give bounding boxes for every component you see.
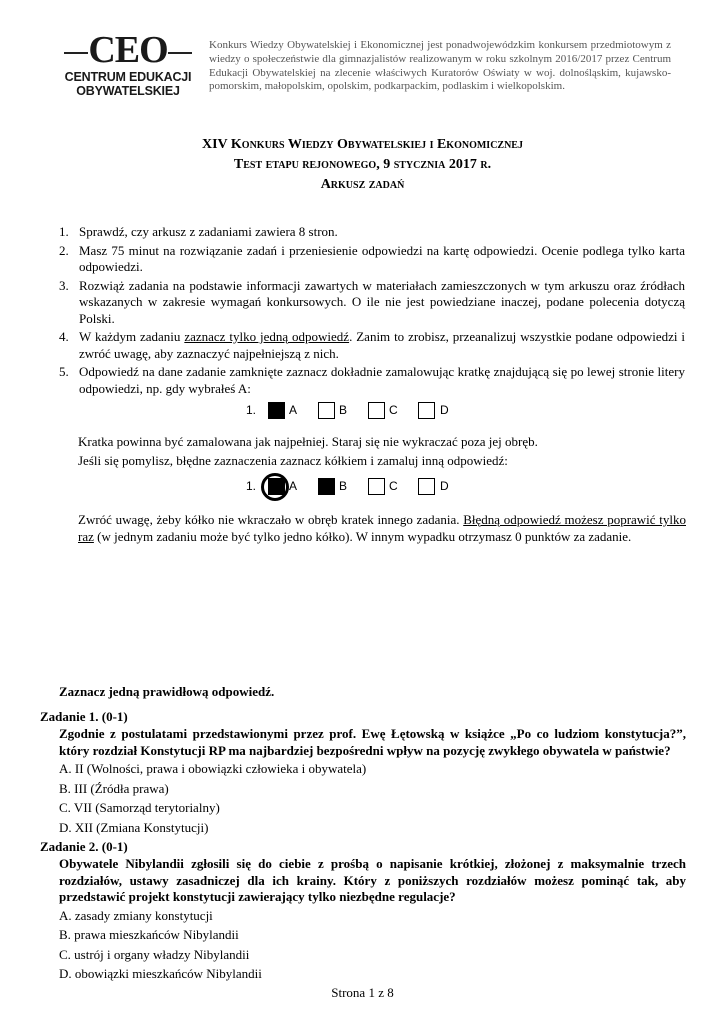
example-answer-row xyxy=(0,401,725,421)
logo-mark xyxy=(58,30,198,70)
answer-label-b: B xyxy=(339,479,348,493)
logo-mark-text: CEO xyxy=(88,29,168,71)
instruction-item xyxy=(59,278,685,328)
answer-box-c xyxy=(368,402,385,419)
note-text: Zwróć uwagę, żeby kółko nie wkraczało w obręb kratek innego zadania. xyxy=(78,512,464,527)
instruction-item xyxy=(59,243,685,276)
instruction-item xyxy=(59,329,685,362)
task-2-heading: Zadanie 2. (0-1) xyxy=(40,839,128,854)
instruction-number: 1. xyxy=(59,224,69,239)
header-note: Konkurs Wiedzy Obywatelskiej i Ekonomicznej jest ponadwojewódzkim konkursem przedmiotowym z wiedzy o społeczeństwie dla gimnazjalistów realizowanym w roku szkolnym 2016/2017 przez Centrum Edukacji Obywatelskiej na zlecenie właściwych Kuratorów Oświaty w woj. dolnośląskim, kujawsko-pomorskim, małopolskim, opolskim, podkarpackim, podlaskim i wielkopolskim. xyxy=(209,39,671,93)
answer-label-b: B xyxy=(339,403,348,417)
instruction-number: 4. xyxy=(59,329,69,344)
tasks-section xyxy=(40,682,686,984)
title-line-2: Test etapu rejonowego, 9 stycznia 2017 r. xyxy=(233,157,492,172)
answer-option: D. XII (Zmiana Konstytucji) xyxy=(59,819,209,835)
note-circle-rule xyxy=(78,511,686,545)
note-fill-box: Kratka powinna być zamalowana jak najpełniej. Staraj się nie wykraczać poza jej obręb. xyxy=(78,434,538,449)
task-2-question: Obywatele Nibylandii zgłosili się do ciebie z prośbą o napisanie krótkiej, złożonej z maksymalnie trzech rozdziałów, ustawy zasadniczej dla ich krainy. Który z poniższych rozdziałów możesz pominąć tak, aby przedstawić projekt konstytucji zawierający tylko niezbędne regulacje? xyxy=(59,856,686,904)
instructions-list xyxy=(59,224,685,399)
task-2-options xyxy=(40,906,686,984)
answer-option: A. zasady zmiany konstytucji xyxy=(59,907,213,923)
title-block xyxy=(0,135,725,195)
answer-option: D. obowiązki mieszkańców Nibylandii xyxy=(59,966,262,981)
answer-label-c: C xyxy=(389,403,398,417)
answer-option: B. III (Źródła prawa) xyxy=(59,780,169,796)
logo-line-right xyxy=(168,52,192,54)
ceo-logo xyxy=(58,30,198,98)
instruction-number: 2. xyxy=(59,242,69,258)
instruction-number: 3. xyxy=(59,277,69,293)
task-1-heading: Zadanie 1. (0-1) xyxy=(40,709,128,724)
instruction-number: 5. xyxy=(59,364,69,379)
logo-line-left xyxy=(64,52,88,54)
instruction-text: . Zanim to zrobisz, przeanalizuj wszystkie podane odpowiedzi i zwróć uwagę, aby zaznaczyć najpełniejszą z nich. xyxy=(79,329,685,361)
title-line-3: Arkusz zadań xyxy=(320,177,405,192)
answer-label-a: A xyxy=(289,403,298,417)
answer-label-d: D xyxy=(440,403,449,417)
answer-box-d xyxy=(418,478,435,495)
tasks-lead: Zaznacz jedną prawidłową odpowiedź. xyxy=(59,684,275,699)
note-text: (w jednym zadaniu może być tylko jedno kółko). W innym wypadku otrzymasz 0 punktów za zadanie. xyxy=(93,529,632,544)
logo-line-1: CENTRUM EDUKACJI xyxy=(64,70,192,84)
answer-box-b-filled xyxy=(318,478,335,495)
title-line-1: XIV Konkurs Wiedzy Obywatelskiej i Ekonomicznej xyxy=(202,137,523,152)
example-question-number: 1. xyxy=(246,403,257,417)
instruction-underlined: zaznacz tylko jedną odpowiedź xyxy=(184,329,350,344)
instruction-text: Rozwiąż zadania na podstawie informacji zawartych w materiałach zamieszczonych w tym arkuszu oraz źródłach wskazanych w zakresie wymagań konkursowych. O ile nie jest powiedziane inaczej, podane polecenia dotyczą Polski. xyxy=(79,277,685,326)
answer-option: C. VII (Samorząd terytorialny) xyxy=(59,800,220,815)
page-number: Strona 1 z 8 xyxy=(331,985,394,1000)
example-question-number: 1. xyxy=(246,479,257,493)
answer-box-c xyxy=(368,478,385,495)
answer-label-a: A xyxy=(289,479,298,493)
note-correction: Jeśli się pomylisz, błędne zaznaczenia zaznacz kółkiem i zamaluj inną odpowiedź: xyxy=(78,453,508,468)
answer-label-c: C xyxy=(389,479,398,493)
note-underlined: Błędną odpowiedź możesz poprawić tylko raz xyxy=(78,512,686,544)
answer-option: B. prawa mieszkańców Nibylandii xyxy=(59,927,239,942)
answer-box-b xyxy=(318,402,335,419)
task-1-question: Zgodnie z postulatami przedstawionymi przez prof. Ewę Łętowską w książce „Po co ludziom konstytucja?”, który rozdział Konstytucji RP ma najbardziej bezpośredni wpływ na pozycję zwykłego obywatela w państwie? xyxy=(59,726,686,758)
instruction-text: Sprawdź, czy arkusz z zadaniami zawiera 8 stron. xyxy=(79,224,338,239)
example-correction-row xyxy=(0,477,725,497)
instruction-text: Odpowiedź na dane zadanie zamknięte zaznacz dokładnie zamalowując kratkę znajdującą się po lewej stronie litery odpowiedzi, np. gdy wybrałeś A: xyxy=(79,364,685,396)
answer-label-d: D xyxy=(440,479,449,493)
answer-box-d xyxy=(418,402,435,419)
answer-option: A. II (Wolności, prawa i obowiązki człowieka i obywatela) xyxy=(59,761,367,776)
logo-line-2: OBYWATELSKIEJ xyxy=(76,84,180,98)
instruction-item xyxy=(59,224,685,241)
answer-option: C. ustrój i organy władzy Nibylandii xyxy=(59,946,250,962)
instruction-text: W każdym zadaniu xyxy=(79,329,185,344)
answer-box-a-filled xyxy=(268,402,285,419)
instruction-text: Masz 75 minut na rozwiązanie zadań i przeniesienie odpowiedzi na kartę odpowiedzi. Ocenie podlega tylko karta odpowiedzi. xyxy=(79,242,685,274)
correction-circle xyxy=(261,473,289,501)
task-1-options xyxy=(40,759,686,837)
instruction-item xyxy=(59,364,685,397)
